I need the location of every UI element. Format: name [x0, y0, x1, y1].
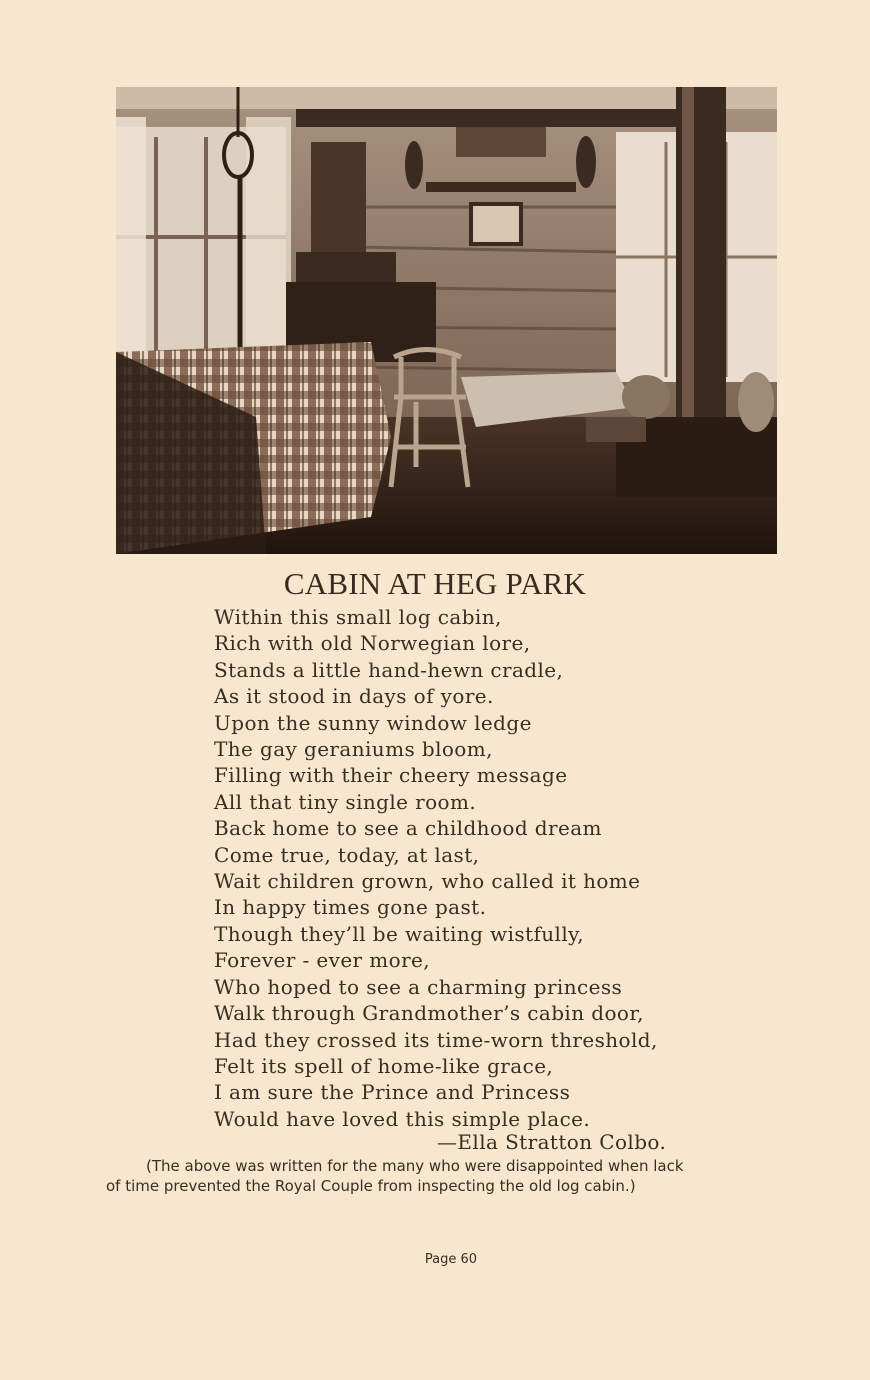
poem-line: Back home to see a childhood dream [214, 816, 602, 841]
page-title: CABIN AT HEG PARK [283, 566, 587, 601]
poem-line: Stands a little hand-hewn cradle, [214, 657, 564, 682]
poem-line: Who hoped to see a charming princess [214, 974, 623, 999]
poem-line: I am sure the Prince and Princess [214, 1080, 571, 1105]
poem-line: Filling with their cheery message [214, 763, 568, 788]
poem-line: Felt its spell of home-like grace, [214, 1053, 554, 1078]
footnote [106, 1156, 796, 1196]
footnote-line: (The above was written for the many who were disappointed when lack [146, 1157, 684, 1175]
poem-line: Wait children grown, who called it home [214, 869, 641, 894]
poem-line: Within this small log cabin, [214, 605, 502, 629]
poem-line: Forever - ever more, [214, 948, 431, 973]
poem-line: Rich with old Norwegian lore, [214, 631, 531, 656]
poem-line: In happy times gone past. [214, 895, 487, 920]
poem-line: Walk through Grandmother’s cabin door, [214, 1001, 644, 1026]
poem-line: Though they’ll be waiting wistfully, [214, 921, 584, 946]
cabin-interior-image [116, 87, 777, 554]
poem-line: Would have loved this simple place. [214, 1106, 591, 1131]
poem-line: Had they crossed its time-worn threshold, [214, 1027, 658, 1052]
poem [214, 604, 658, 1132]
poem-line: Come true, today, at last, [214, 842, 480, 867]
poem-line: Upon the sunny window ledge [214, 710, 532, 735]
footnote-line: of time prevented the Royal Couple from inspecting the old log cabin.) [106, 1177, 636, 1195]
cabin-interior-photo [116, 87, 777, 554]
poem-line: All that tiny single room. [214, 789, 477, 814]
poem-line: As it stood in days of yore. [214, 684, 494, 709]
poem-attribution: —Ella Stratton Colbo. [437, 1130, 667, 1154]
page-number: Page 60 [424, 1252, 478, 1267]
poem-line: The gay geraniums bloom, [214, 737, 493, 762]
